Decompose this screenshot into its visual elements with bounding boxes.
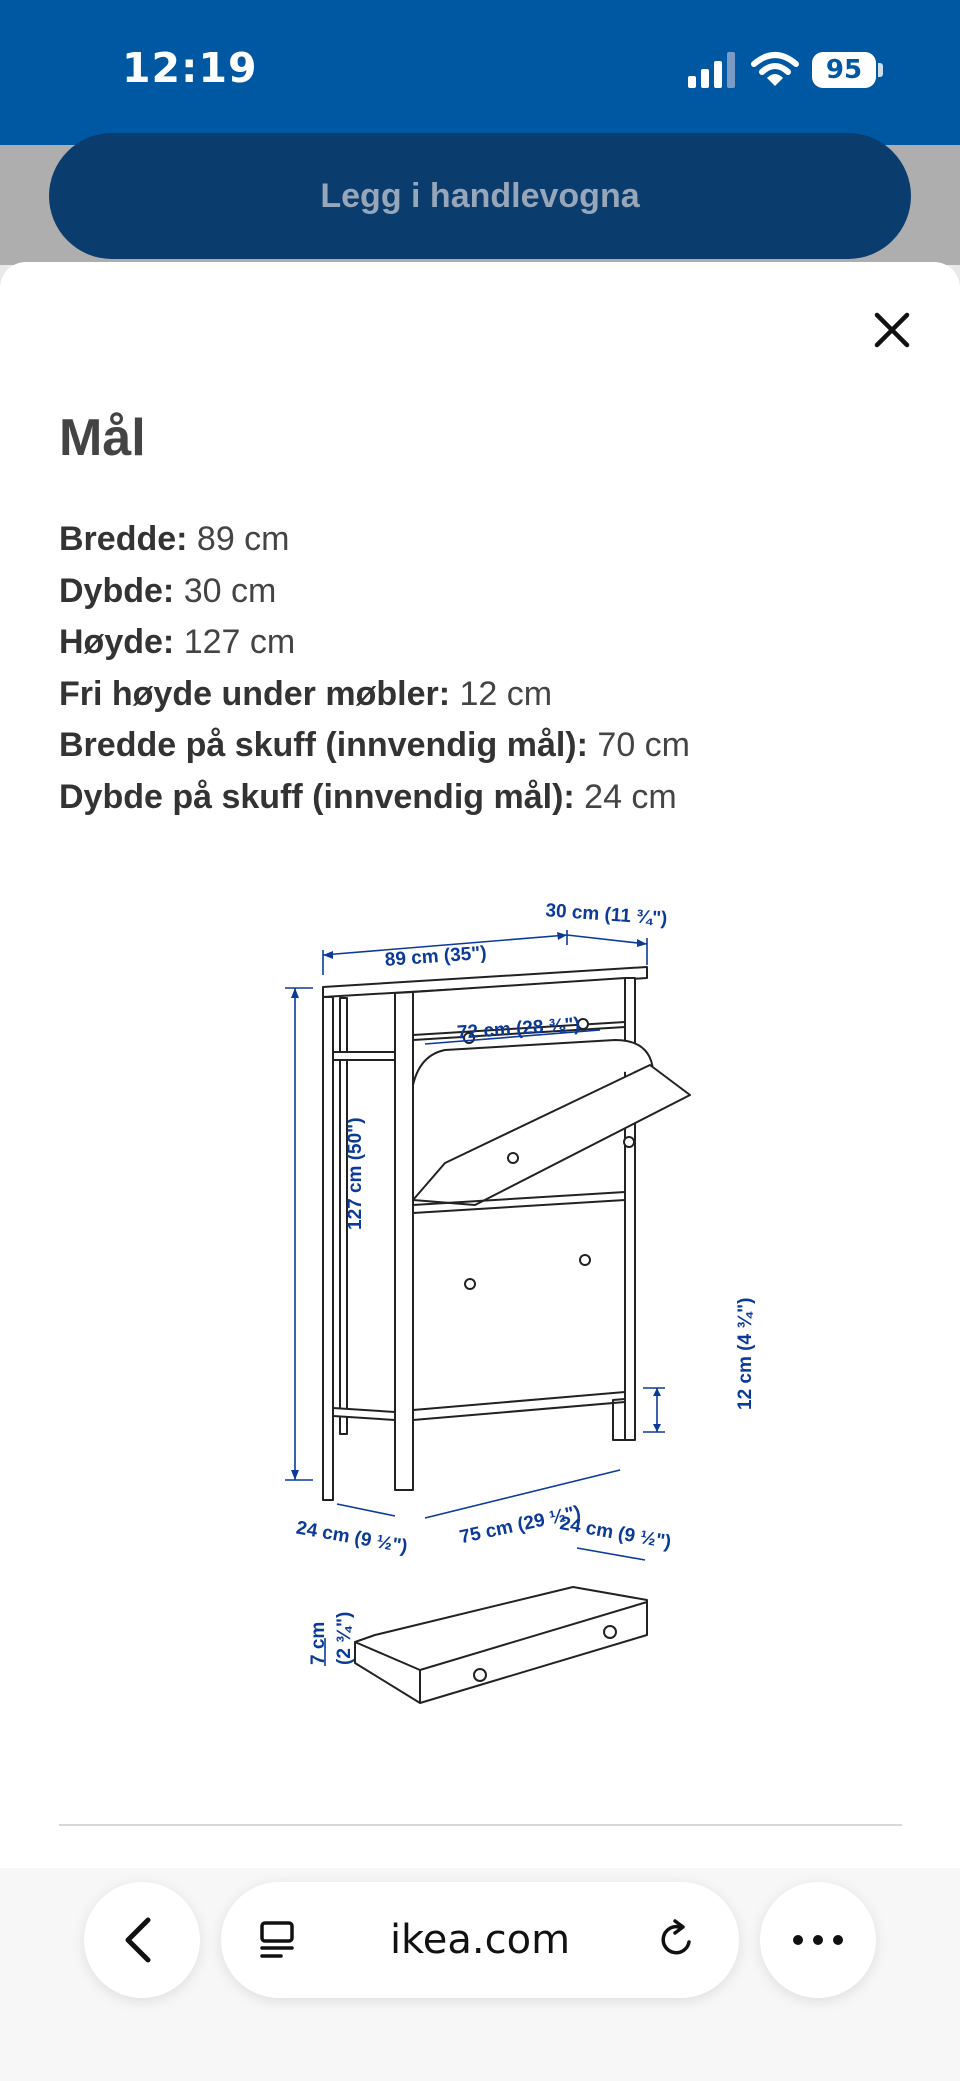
- add-to-cart-button[interactable]: Legg i handlevogna: [49, 133, 911, 259]
- close-icon[interactable]: [862, 300, 922, 360]
- dim-label-drawer-height-cm: 7 cm: [308, 1621, 329, 1665]
- spec-item-clearance: Fri høyde under møbler: 12 cm: [59, 674, 553, 713]
- dim-label-base-width: 75 cm (29 ½"): [457, 1502, 583, 1549]
- dim-label-depth: 30 cm (11 ¾"): [544, 900, 668, 930]
- divider: [59, 1824, 902, 1826]
- reload-icon[interactable]: [655, 1918, 699, 1962]
- dim-label-clearance: 12 cm (4 ¾"): [735, 1297, 756, 1410]
- spec-item-height: Høyde: 127 cm: [59, 623, 296, 661]
- spec-item-drawer-width: Bredde på skuff (innvendig mål): 70 cm: [59, 726, 690, 764]
- dim-label-drawer-height-in: (2 ¾"): [334, 1611, 355, 1665]
- dim-label-height: 127 cm (50"): [345, 1117, 366, 1230]
- spec-item-drawer-depth: Dybde på skuff (innvendig mål): 24 cm: [59, 777, 677, 816]
- status-time: 12:19: [122, 44, 258, 92]
- back-icon: [84, 1882, 200, 1998]
- battery-level: 95: [825, 55, 863, 85]
- drawer-drawing: [355, 1587, 647, 1703]
- back-button[interactable]: [84, 1882, 200, 1998]
- page-title: Mål: [59, 409, 146, 467]
- spec-list: [59, 514, 690, 823]
- spec-item-depth: Dybde: 30 cm: [59, 571, 277, 610]
- signal-icon: [688, 52, 738, 88]
- dim-label-base-depth: 24 cm (9 ½"): [294, 1517, 409, 1558]
- address-bar[interactable]: [221, 1882, 739, 1998]
- dim-label-drawer-depth: 24 cm (9 ½"): [558, 1513, 673, 1554]
- dimension-diagram: [255, 880, 756, 1725]
- more-button[interactable]: [760, 1882, 876, 1998]
- spec-item-width: Bredde: 89 cm: [59, 520, 290, 558]
- url-text[interactable]: ikea.com: [389, 1917, 571, 1963]
- cabinet-drawing: [323, 967, 690, 1500]
- wifi-icon: [752, 52, 798, 88]
- battery-icon: [812, 52, 876, 88]
- status-bar: [0, 0, 960, 145]
- dim-label-width: 89 cm (35"): [384, 942, 488, 971]
- dim-label-compartment-width: 72 cm (28 ⅜"): [456, 1014, 581, 1044]
- more-icon: [760, 1882, 876, 1998]
- battery-tip: [878, 63, 883, 77]
